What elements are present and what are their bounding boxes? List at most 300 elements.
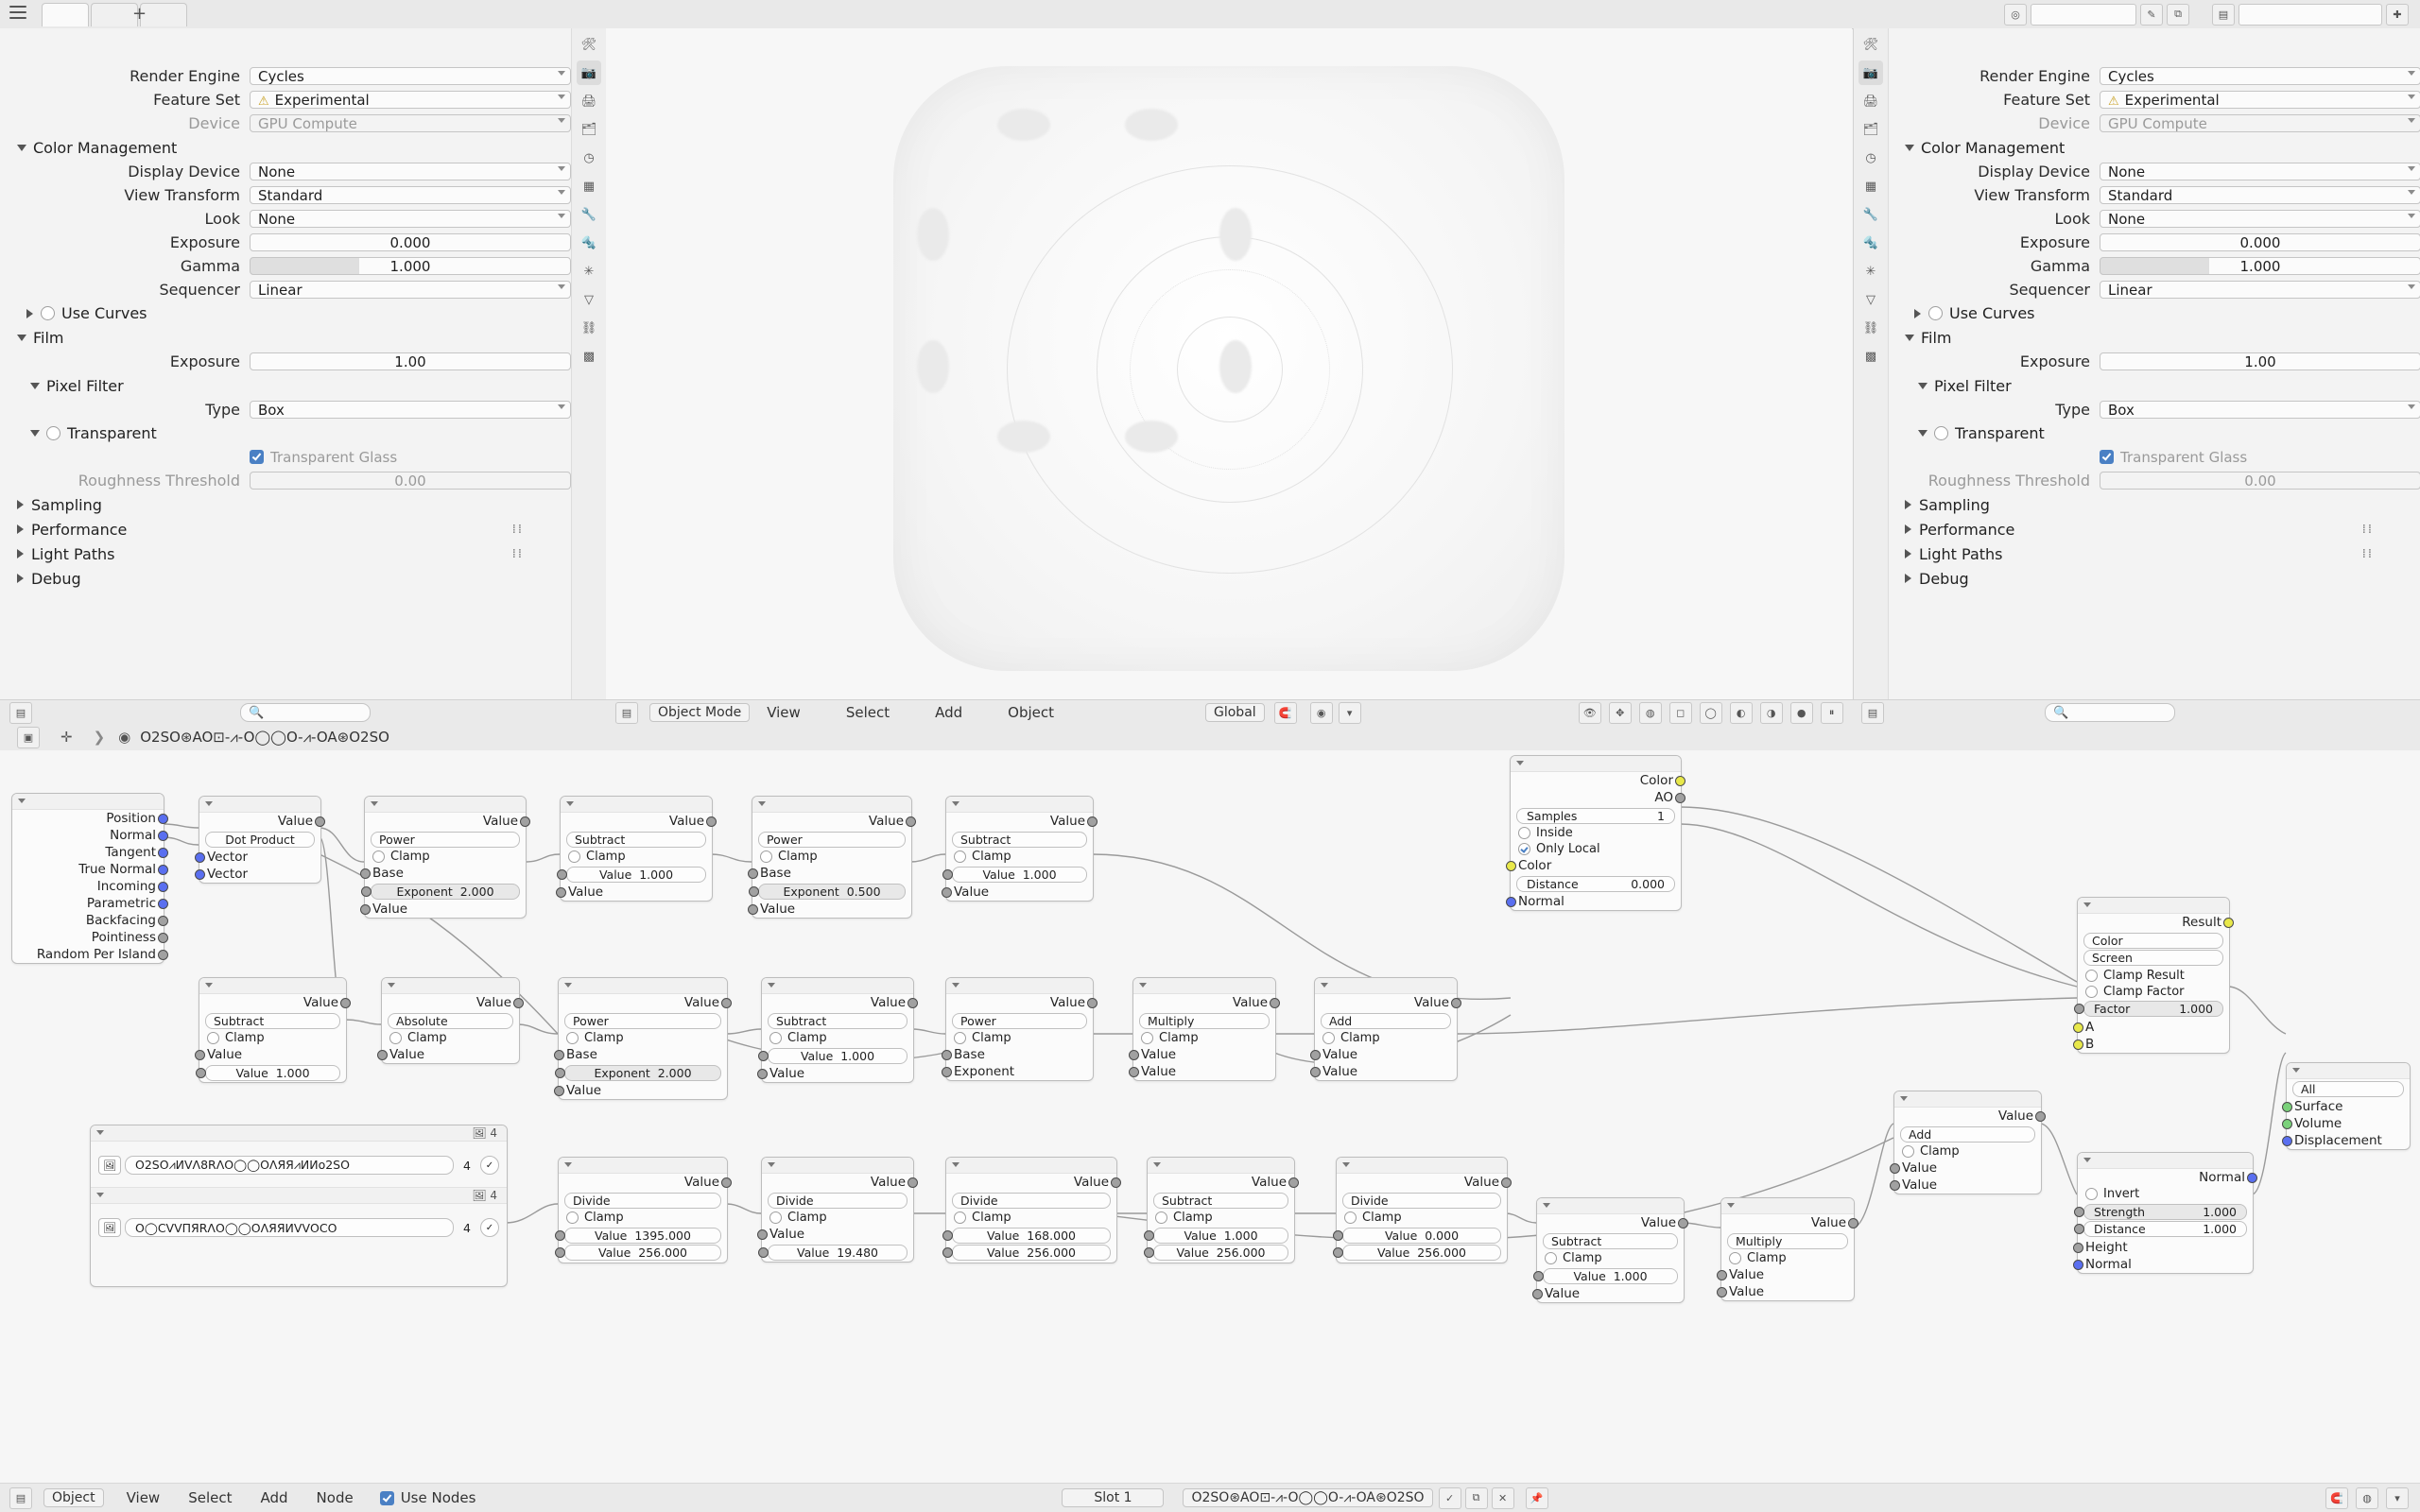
object-properties-icon[interactable]: 🔧 [580, 207, 597, 222]
collapse-icon[interactable] [564, 1162, 572, 1167]
operation-dropdown[interactable]: Add [1900, 1126, 2035, 1143]
node-math-subtract-4[interactable] [761, 977, 914, 1083]
pause-render-icon[interactable]: ⏸ [1821, 702, 1843, 724]
copy-scene-icon[interactable]: ⧉ [2167, 4, 2189, 26]
performance-options-icon[interactable]: ⁞⁞ [511, 522, 524, 537]
section-sampling[interactable] [0, 492, 571, 517]
section-performance[interactable]: Performance ⁞⁞ [1888, 517, 2420, 541]
shading-solid-icon[interactable]: ◐ [1730, 702, 1753, 724]
node-header[interactable] [1133, 978, 1275, 994]
clamp-checkbox[interactable] [769, 1032, 782, 1044]
options-icon[interactable]: ▾ [2386, 1487, 2409, 1509]
node-math-power-4[interactable] [945, 977, 1094, 1081]
socket-value-out[interactable] [1087, 998, 1098, 1008]
node-header[interactable] [1148, 1158, 1294, 1174]
collapse-icon[interactable] [1342, 1162, 1350, 1167]
clamp-checkbox[interactable] [1344, 1211, 1357, 1224]
workspace-tab-2[interactable] [91, 3, 138, 26]
data-type-dropdown[interactable]: Color [2083, 933, 2223, 949]
clamp-checkbox[interactable] [1729, 1252, 1741, 1264]
section-sampling[interactable]: Sampling [1888, 492, 2420, 517]
socket-value-in[interactable] [360, 904, 371, 915]
fake-user-icon[interactable]: ✓ [480, 1156, 499, 1175]
value-field-1[interactable]: Value 1.000 [1153, 1228, 1288, 1244]
socket-value-in[interactable] [1129, 1050, 1139, 1060]
socket-tangent[interactable] [158, 848, 168, 858]
material-properties-icon[interactable]: ▩ [582, 349, 596, 364]
clamp-checkbox[interactable] [954, 1211, 966, 1224]
socket-value-in[interactable] [557, 869, 567, 880]
socket-normal-in[interactable] [2073, 1260, 2083, 1270]
operation-dropdown[interactable]: Subtract [205, 1013, 340, 1029]
socket-base-in[interactable] [748, 868, 758, 879]
operation-dropdown[interactable]: Dot Product [205, 832, 315, 848]
collapse-icon[interactable] [205, 801, 213, 806]
socket-parametric[interactable] [158, 899, 168, 909]
exponent-field[interactable]: Exponent 2.000 [371, 884, 520, 900]
factor-field[interactable]: Factor 1.000 [2083, 1001, 2223, 1017]
value-field-2[interactable]: Value 256.000 [564, 1245, 721, 1261]
socket-value-in[interactable] [1717, 1287, 1727, 1297]
menu-add[interactable]: Add [935, 704, 963, 721]
fake-user-icon[interactable]: ✓ [480, 1218, 499, 1237]
socket-value-in[interactable] [748, 904, 758, 915]
modifier-properties-icon[interactable]: 🔩 [580, 235, 597, 250]
feature-set-field[interactable] [250, 91, 571, 109]
menu-select[interactable]: Select [188, 1489, 233, 1506]
world-properties-icon[interactable]: ▦ [1864, 179, 1877, 194]
socket-value-in[interactable] [377, 1050, 388, 1060]
node-header[interactable] [199, 797, 320, 813]
render-engine-field[interactable]: Cycles [2100, 67, 2420, 85]
operation-dropdown[interactable]: Power [564, 1013, 721, 1029]
collapse-icon[interactable] [566, 801, 574, 806]
clamp-checkbox-row[interactable]: Clamp [762, 1210, 913, 1226]
node-header[interactable] [946, 978, 1093, 994]
node-header[interactable] [762, 978, 913, 994]
menu-add[interactable]: Add [260, 1489, 288, 1506]
film-exposure-field[interactable]: 1.00 [250, 352, 571, 370]
shading-wireframe-icon[interactable]: ◯ [1700, 702, 1722, 724]
collapse-icon[interactable] [96, 1130, 104, 1135]
add-viewlayer-icon[interactable]: ✚ [2386, 4, 2409, 26]
scene-field[interactable] [2031, 4, 2136, 26]
socket-value-out[interactable] [1501, 1177, 1512, 1188]
clamp-checkbox-row[interactable]: Clamp [1894, 1143, 2041, 1160]
socket-displacement-in[interactable] [2282, 1136, 2292, 1146]
render-properties-icon[interactable]: 📷 [1858, 60, 1883, 85]
socket-value-out[interactable] [513, 998, 524, 1008]
socket-value-in[interactable] [757, 1069, 768, 1079]
node-math-subtract[interactable] [560, 796, 713, 902]
operation-dropdown[interactable]: Divide [1342, 1193, 1501, 1209]
image-datablock-row-1[interactable] [98, 1153, 499, 1177]
type-field[interactable] [250, 401, 571, 419]
workspace-tab-1[interactable] [42, 3, 89, 26]
socket-value-in[interactable] [1533, 1271, 1544, 1281]
image-name-field[interactable]: O2SO⩘ИⅤꓥ8RΛO◯◯OΛЯЯ⩘ИИo2SO [125, 1156, 454, 1175]
clamp-checkbox[interactable] [769, 1211, 782, 1224]
collapse-icon[interactable] [1727, 1203, 1735, 1208]
socket-value-in[interactable] [1890, 1163, 1900, 1174]
scene-properties-icon[interactable]: ◷ [583, 150, 595, 165]
invert-checkbox[interactable] [2085, 1188, 2098, 1200]
node-math-multiply[interactable] [1132, 977, 1276, 1081]
value-field-2[interactable]: Value 19.480 [768, 1245, 908, 1261]
socket-value-in[interactable] [758, 1051, 769, 1061]
node-canvas[interactable] [0, 750, 2420, 1484]
value-field[interactable]: Value 1.000 [768, 1048, 908, 1064]
image-icon[interactable]: 🖼 [98, 1156, 121, 1175]
node-header[interactable] [199, 978, 346, 994]
clamp-checkbox[interactable] [1141, 1032, 1153, 1044]
socket-value-in[interactable] [1144, 1230, 1154, 1241]
viewlayer-properties-icon[interactable]: 🗂 [1862, 122, 1879, 137]
node-vector-math[interactable] [199, 796, 321, 884]
socket-value-out[interactable] [520, 816, 530, 827]
value-field-1[interactable]: Value 1395.000 [564, 1228, 721, 1244]
clamp-checkbox-row[interactable]: Clamp [1721, 1250, 1854, 1266]
unlink-material-icon[interactable]: ✕ [1492, 1487, 1514, 1509]
socket-value-in[interactable] [757, 1229, 768, 1240]
new-scene-icon[interactable]: ✎ [2140, 4, 2163, 26]
socket-exponent-in[interactable] [749, 886, 759, 897]
clamp-checkbox[interactable] [1902, 1145, 1914, 1158]
target-dropdown[interactable]: All [2292, 1081, 2404, 1097]
object-properties-icon[interactable]: 🔧 [1862, 207, 1879, 222]
editor-type-icon[interactable]: ▤ [1861, 702, 1884, 724]
socket-exponent-in[interactable] [555, 1068, 565, 1078]
node-header[interactable] [561, 797, 712, 813]
socket-value-out[interactable] [1111, 1177, 1121, 1188]
snap-node-icon[interactable]: 🧲 [2325, 1487, 2348, 1509]
socket-value-out[interactable] [1270, 998, 1280, 1008]
fake-user-icon[interactable]: ✓ [1439, 1487, 1461, 1509]
menu-node[interactable]: Node [316, 1489, 354, 1506]
use-nodes-row[interactable]: Use Nodes [380, 1489, 476, 1506]
output-properties-icon[interactable]: 🖨 [580, 94, 597, 109]
operation-dropdown[interactable]: Multiply [1727, 1233, 1848, 1249]
collapse-icon[interactable] [1543, 1203, 1550, 1208]
properties-search-input[interactable]: 🔍 [2045, 703, 2175, 722]
operation-dropdown[interactable]: Power [758, 832, 906, 848]
clamp-checkbox-row[interactable]: Clamp [559, 1030, 727, 1046]
overlays-icon[interactable]: ◍ [1639, 702, 1662, 724]
transparent-row[interactable] [0, 421, 571, 445]
gamma-field[interactable]: 1.000 [2100, 257, 2420, 275]
section-debug[interactable] [0, 566, 571, 591]
viewport-3d[interactable] [606, 28, 1852, 699]
device-field[interactable]: GPU Compute [2100, 114, 2420, 132]
menu-object[interactable]: Object [1008, 704, 1054, 721]
section-pixel-filter[interactable]: Pixel Filter [1888, 373, 2420, 398]
menu-view[interactable]: View [767, 704, 801, 721]
inside-checkbox[interactable] [1518, 827, 1530, 839]
operation-dropdown[interactable]: Add [1321, 1013, 1451, 1029]
operation-dropdown[interactable]: Subtract [768, 1013, 908, 1029]
transform-orientation-selector[interactable]: Global [1205, 703, 1265, 722]
clamp-checkbox[interactable] [372, 850, 385, 863]
constraints-properties-icon[interactable]: ⛓ [1862, 320, 1879, 335]
node-math-power-3[interactable] [558, 977, 728, 1100]
distance-field[interactable]: Distance 0.000 [1516, 876, 1675, 892]
socket-value-in[interactable] [942, 1230, 953, 1241]
socket-ao-out[interactable] [1675, 793, 1685, 803]
socket-value-in[interactable] [195, 1050, 205, 1060]
node-header[interactable] [1315, 978, 1457, 994]
node-math-subtract-2[interactable] [945, 796, 1094, 902]
image-name-field[interactable]: O◯CⅤⅤПЯRΛO◯◯OΛЯЯИⅤⅤOCO [125, 1218, 454, 1237]
node-math-add-2[interactable] [1893, 1091, 2042, 1194]
clamp-checkbox-row[interactable]: Clamp [1337, 1210, 1507, 1226]
sequencer-field[interactable] [250, 281, 571, 299]
socket-value-out[interactable] [706, 816, 717, 827]
collapse-icon[interactable] [2083, 1158, 2091, 1162]
socket-backfacing[interactable] [158, 916, 168, 926]
sequencer-field[interactable]: Linear [2100, 281, 2420, 299]
blend-mode-dropdown[interactable]: Screen [2083, 950, 2223, 966]
clamp-checkbox-row[interactable]: Clamp [1315, 1030, 1457, 1046]
object-mode-selector[interactable]: Object Mode [649, 703, 750, 722]
clamp-factor-row[interactable]: Clamp Factor [2078, 984, 2229, 1000]
value-field[interactable]: Value 1.000 [205, 1065, 340, 1081]
operation-dropdown[interactable]: Subtract [566, 832, 706, 848]
socket-random-per-island[interactable] [158, 950, 168, 960]
node-header[interactable] [91, 1125, 507, 1142]
collapse-icon[interactable] [768, 983, 775, 988]
socket-normal[interactable] [158, 831, 168, 841]
operation-dropdown[interactable]: Absolute [388, 1013, 513, 1029]
socket-vector-in[interactable] [195, 869, 205, 880]
viewlayer-icon[interactable]: ▤ [2212, 4, 2235, 26]
socket-value-in[interactable] [555, 1230, 565, 1241]
transparent-checkbox[interactable] [46, 426, 60, 440]
collapse-icon[interactable] [1321, 983, 1328, 988]
clamp-checkbox-row[interactable]: Clamp [382, 1030, 519, 1046]
display-device-field[interactable] [250, 163, 571, 180]
editor-type-icon[interactable]: ▤ [615, 702, 638, 724]
viewlayer-properties-icon[interactable]: 🗂 [580, 122, 597, 137]
node-math-divide-1[interactable] [558, 1157, 728, 1263]
node-math-subtract-6[interactable] [1536, 1197, 1685, 1303]
shading-material-icon[interactable]: ◑ [1760, 702, 1783, 724]
physics-properties-icon[interactable]: ▽ [1866, 292, 1876, 307]
socket-a-in[interactable] [2073, 1022, 2083, 1033]
socket-value-in[interactable] [1310, 1067, 1321, 1077]
clamp-checkbox[interactable] [566, 1211, 579, 1224]
gamma-field[interactable]: 1.000 [250, 257, 571, 275]
proportional-falloff-icon[interactable]: ▾ [1339, 702, 1361, 724]
operation-dropdown[interactable]: Divide [768, 1193, 908, 1209]
performance-options-icon[interactable]: ⁞⁞ [2361, 522, 2374, 537]
node-math-divide-3[interactable] [945, 1157, 1117, 1263]
node-header[interactable] [762, 1158, 913, 1174]
node-header[interactable] [946, 1158, 1116, 1174]
clamp-factor-checkbox[interactable] [2085, 986, 2098, 998]
operation-dropdown[interactable]: Power [371, 832, 520, 848]
socket-normal-out[interactable] [2247, 1173, 2257, 1183]
node-geometry[interactable] [11, 793, 164, 964]
render-engine-field[interactable] [250, 67, 571, 85]
clamp-checkbox-row[interactable]: Clamp [1537, 1250, 1684, 1266]
operation-dropdown[interactable]: Divide [564, 1193, 721, 1209]
socket-value-in[interactable] [942, 887, 952, 898]
socket-color-out[interactable] [1675, 776, 1685, 786]
roughness-threshold-field[interactable]: 0.00 [2100, 472, 2420, 490]
clamp-checkbox[interactable] [1322, 1032, 1335, 1044]
socket-value-in[interactable] [556, 887, 566, 898]
xray-icon[interactable]: ◻ [1669, 702, 1692, 724]
node-math-subtract-3[interactable] [199, 977, 347, 1083]
distance-field[interactable]: Distance 1.000 [2083, 1221, 2247, 1237]
particles-properties-icon[interactable]: ✳ [583, 264, 595, 279]
value-field[interactable]: Value 1.000 [566, 867, 706, 883]
scene-icon[interactable]: ◎ [2004, 4, 2027, 26]
editor-type-icon[interactable]: ▤ [9, 702, 32, 724]
value-field-2[interactable]: Value 256.000 [952, 1245, 1111, 1261]
material-properties-icon[interactable]: ▩ [1864, 349, 1877, 364]
socket-value-out[interactable] [1087, 816, 1098, 827]
socket-distance-in[interactable] [2074, 1224, 2084, 1234]
add-workspace-button[interactable]: + [132, 4, 147, 24]
node-math-power-2[interactable] [752, 796, 912, 919]
socket-height-in[interactable] [2073, 1243, 2083, 1253]
slot-selector[interactable]: Slot 1 [1062, 1488, 1164, 1507]
socket-result-out[interactable] [2223, 918, 2234, 928]
node-bump[interactable] [2077, 1152, 2254, 1274]
section-performance[interactable] [0, 517, 571, 541]
overlay-node-icon[interactable]: ◍ [2356, 1487, 2378, 1509]
collapse-icon[interactable] [1139, 983, 1147, 988]
clamp-checkbox-row[interactable]: Clamp [559, 1210, 727, 1226]
socket-value-in[interactable] [1310, 1050, 1321, 1060]
clamp-checkbox-row[interactable]: Clamp [561, 849, 712, 865]
node-header[interactable] [752, 797, 911, 813]
collapse-icon[interactable] [371, 801, 378, 806]
exponent-field[interactable]: Exponent 0.500 [758, 884, 906, 900]
node-material-output[interactable] [2286, 1062, 2411, 1150]
clamp-checkbox[interactable] [954, 1032, 966, 1044]
collapse-icon[interactable] [758, 801, 766, 806]
collapse-icon[interactable] [205, 983, 213, 988]
socket-value-in[interactable] [942, 1247, 953, 1258]
exposure-field[interactable]: 0.000 [2100, 233, 2420, 251]
collapse-icon[interactable] [564, 983, 572, 988]
section-film[interactable] [0, 325, 571, 350]
node-header[interactable] [12, 794, 164, 810]
clamp-checkbox-row[interactable]: Clamp [365, 849, 526, 865]
node-header[interactable] [382, 978, 519, 994]
node-header[interactable] [946, 797, 1093, 813]
socket-pointiness[interactable] [158, 933, 168, 943]
node-math-divide-4[interactable] [1336, 1157, 1508, 1263]
invert-checkbox-row[interactable]: Invert [2078, 1186, 2253, 1202]
socket-true-normal[interactable] [158, 865, 168, 875]
collapse-icon[interactable] [18, 799, 26, 803]
collapse-icon[interactable] [768, 1162, 775, 1167]
clamp-checkbox-row[interactable]: Clamp [199, 1030, 346, 1046]
properties-search-input[interactable]: 🔍 [240, 703, 371, 722]
node-header[interactable] [2287, 1063, 2410, 1079]
clamp-checkbox[interactable] [566, 1032, 579, 1044]
socket-strength-in[interactable] [2074, 1207, 2084, 1217]
pin-icon[interactable]: 📌 [1526, 1487, 1548, 1509]
socket-incoming[interactable] [158, 882, 168, 892]
inside-checkbox-row[interactable]: Inside [1511, 825, 1681, 841]
roughness-threshold-field[interactable]: 0.00 [250, 472, 571, 490]
clamp-checkbox[interactable] [954, 850, 966, 863]
node-math-subtract-5[interactable] [1147, 1157, 1295, 1263]
node-header[interactable] [1721, 1198, 1854, 1214]
collapse-icon[interactable] [1153, 1162, 1161, 1167]
clamp-result-row[interactable]: Clamp Result [2078, 968, 2229, 984]
operation-dropdown[interactable]: Multiply [1139, 1013, 1270, 1029]
look-field[interactable]: None [2100, 210, 2420, 228]
socket-exponent-in[interactable] [361, 886, 372, 897]
socket-normal-in[interactable] [1506, 897, 1516, 907]
clamp-checkbox[interactable] [389, 1032, 402, 1044]
collapse-icon[interactable] [952, 983, 959, 988]
section-color-management[interactable] [0, 135, 571, 160]
use-nodes-checkbox[interactable] [380, 1491, 394, 1505]
clamp-checkbox-row[interactable]: Clamp [946, 849, 1093, 865]
socket-base-in[interactable] [942, 1050, 952, 1060]
particles-properties-icon[interactable]: ✳ [1865, 264, 1876, 279]
clamp-checkbox-row[interactable]: Clamp [1133, 1030, 1275, 1046]
socket-value-out[interactable] [1451, 998, 1461, 1008]
socket-value-in[interactable] [1144, 1247, 1154, 1258]
material-datablock-field[interactable]: O2SO⊛AO⊡-⩘-O◯◯O-⩘-OA⊛O2SO [1183, 1488, 1432, 1507]
clamp-result-checkbox[interactable] [2085, 970, 2098, 982]
proportional-edit-icon[interactable]: ◉ [1310, 702, 1333, 724]
clamp-checkbox-row[interactable]: Clamp [946, 1030, 1093, 1046]
use-curves-row[interactable] [0, 301, 571, 325]
socket-color-in[interactable] [1506, 861, 1516, 871]
collapse-icon[interactable] [96, 1193, 104, 1197]
exposure-field[interactable]: 0.000 [250, 233, 571, 251]
socket-exponent-in[interactable] [942, 1067, 952, 1077]
socket-value-in[interactable] [1890, 1180, 1900, 1191]
value-field-1[interactable]: Value 168.000 [952, 1228, 1111, 1244]
value-field-1[interactable]: Value 0.000 [1342, 1228, 1501, 1244]
gizmo-icon[interactable]: ✥ [1609, 702, 1632, 724]
visibility-icon[interactable]: 👁 [1579, 702, 1601, 724]
socket-factor-in[interactable] [2074, 1004, 2084, 1014]
menu-view[interactable]: View [126, 1489, 161, 1506]
socket-value-out[interactable] [1288, 1177, 1299, 1188]
collapse-icon[interactable] [952, 1162, 959, 1167]
value-field-1[interactable]: Value 1.000 [1543, 1268, 1678, 1284]
socket-value-in[interactable] [758, 1247, 769, 1258]
type-field[interactable]: Box [2100, 401, 2420, 419]
viewlayer-field[interactable] [2238, 4, 2382, 26]
clamp-checkbox[interactable] [568, 850, 580, 863]
only-local-checkbox-row[interactable]: Only Local [1511, 841, 1681, 857]
clamp-checkbox-row[interactable]: Clamp [946, 1210, 1116, 1226]
transparent-checkbox[interactable] [1934, 426, 1948, 440]
operation-dropdown[interactable]: Subtract [1543, 1233, 1678, 1249]
value-field-2[interactable]: Value 256.000 [1153, 1245, 1288, 1261]
modifier-properties-icon[interactable]: 🔩 [1862, 235, 1879, 250]
section-debug[interactable]: Debug [1888, 566, 2420, 591]
socket-vector-in[interactable] [195, 852, 205, 863]
socket-value-in[interactable] [554, 1086, 564, 1096]
node-math-divide-2[interactable] [761, 1157, 914, 1263]
operation-dropdown[interactable]: Divide [952, 1193, 1111, 1209]
collapse-icon[interactable] [388, 983, 395, 988]
section-color-management[interactable]: Color Management [1888, 135, 2420, 160]
workspace-tab-3[interactable] [140, 3, 187, 26]
